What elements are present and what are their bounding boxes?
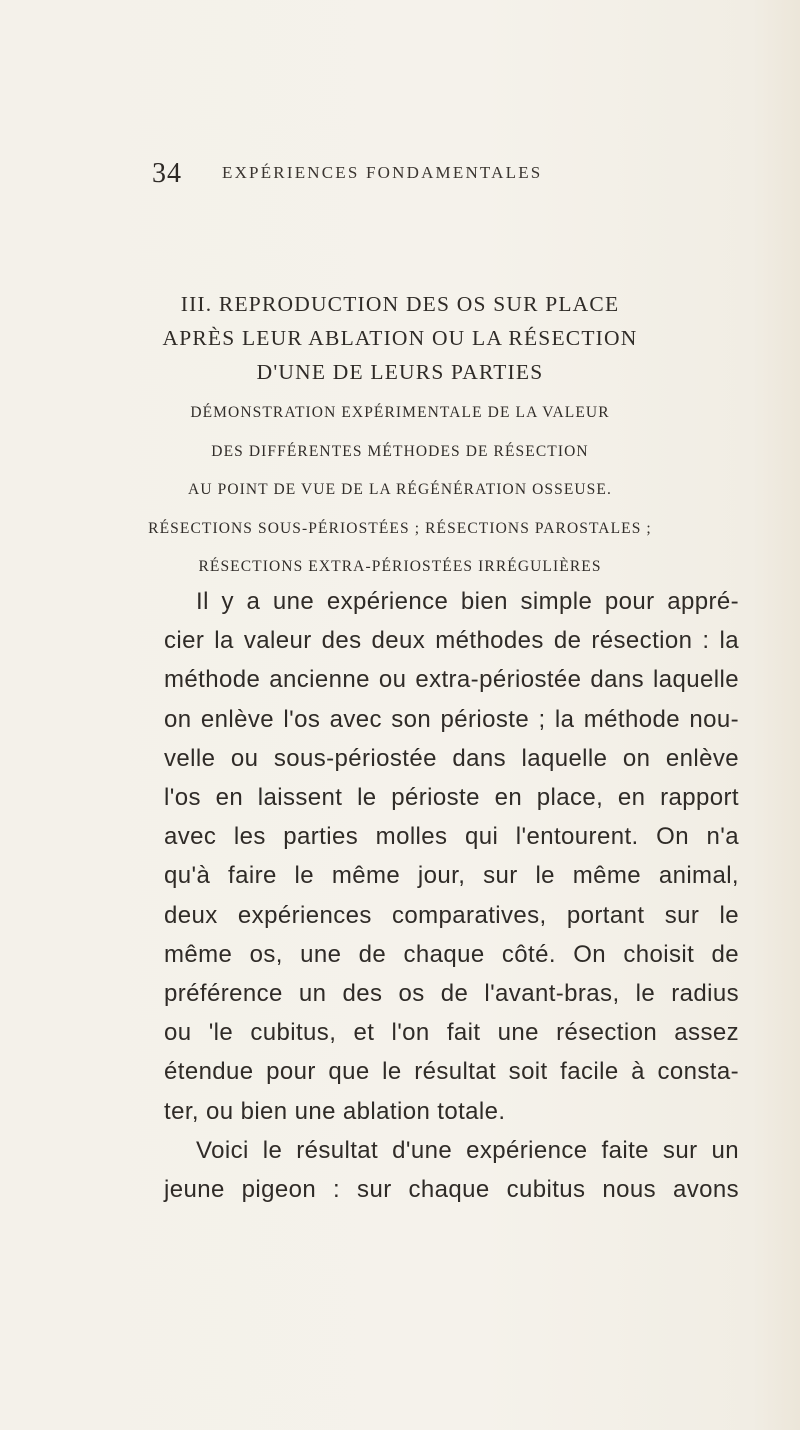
chapter-title-line: III. REPRODUCTION DES OS SUR PLACE (180, 292, 620, 316)
body-line: cier la valeur des deux méthodes de résection : la (164, 627, 739, 655)
chapter-summary (100, 394, 700, 587)
body-line: même os, une de chaque côté. On choisit de (164, 940, 739, 968)
body-line: avec les parties molles qui l'entourent. On n'a (164, 823, 739, 851)
body-text (164, 582, 739, 1209)
summary-line: DES DIFFÉRENTES MÉTHODES DE RÉSECTION (211, 442, 589, 460)
body-line: Il y a une expérience bien simple pour appré- (196, 588, 739, 615)
chapter-title (100, 287, 700, 389)
page-number: 34 (152, 158, 182, 189)
summary-line: RÉSECTIONS EXTRA-PÉRIOSTÉES IRRÉGULIÈRES (198, 558, 602, 575)
summary-line: AU POINT DE VUE DE LA RÉGÉNÉRATION OSSEUSE. (188, 481, 612, 498)
body-line: ter, ou bien une ablation totale. (164, 1097, 506, 1125)
body-line: étendue pour que le résultat soit facile à consta- (164, 1058, 739, 1086)
running-head (152, 158, 712, 188)
body-line: on enlève l'os avec son périoste ; la méthode nou- (164, 705, 739, 733)
body-line: velle ou sous-périostée dans laquelle on enlève (164, 744, 739, 772)
body-line: préférence un des os de l'avant-bras, le radius (164, 980, 739, 1008)
body-line: méthode ancienne ou extra-périostée dans laquelle (164, 666, 739, 694)
chapter-title-line: APRÈS LEUR ABLATION OU LA RÉSECTION (162, 326, 638, 350)
summary-line: RÉSECTIONS SOUS-PÉRIOSTÉES ; RÉSECTIONS PAROSTALES ; (148, 519, 652, 537)
body-line: deux expériences comparatives, portant sur le (164, 901, 739, 929)
body-line: qu'à faire le même jour, sur le même animal, (164, 862, 739, 890)
body-line: l'os en laissent le périoste en place, en rapport (164, 784, 739, 812)
body-line: Voici le résultat d'une expérience faite sur un (196, 1136, 739, 1164)
body-line: ou 'le cubitus, et l'on fait une résection assez (164, 1019, 739, 1047)
chapter-title-line: D'UNE DE LEURS PARTIES (256, 360, 544, 384)
body-line: jeune pigeon : sur chaque cubitus nous avons (164, 1176, 739, 1204)
summary-line: DÉMONSTRATION EXPÉRIMENTALE DE LA VALEUR (190, 404, 610, 421)
running-title: EXPÉRIENCES FONDAMENTALES (222, 163, 543, 182)
